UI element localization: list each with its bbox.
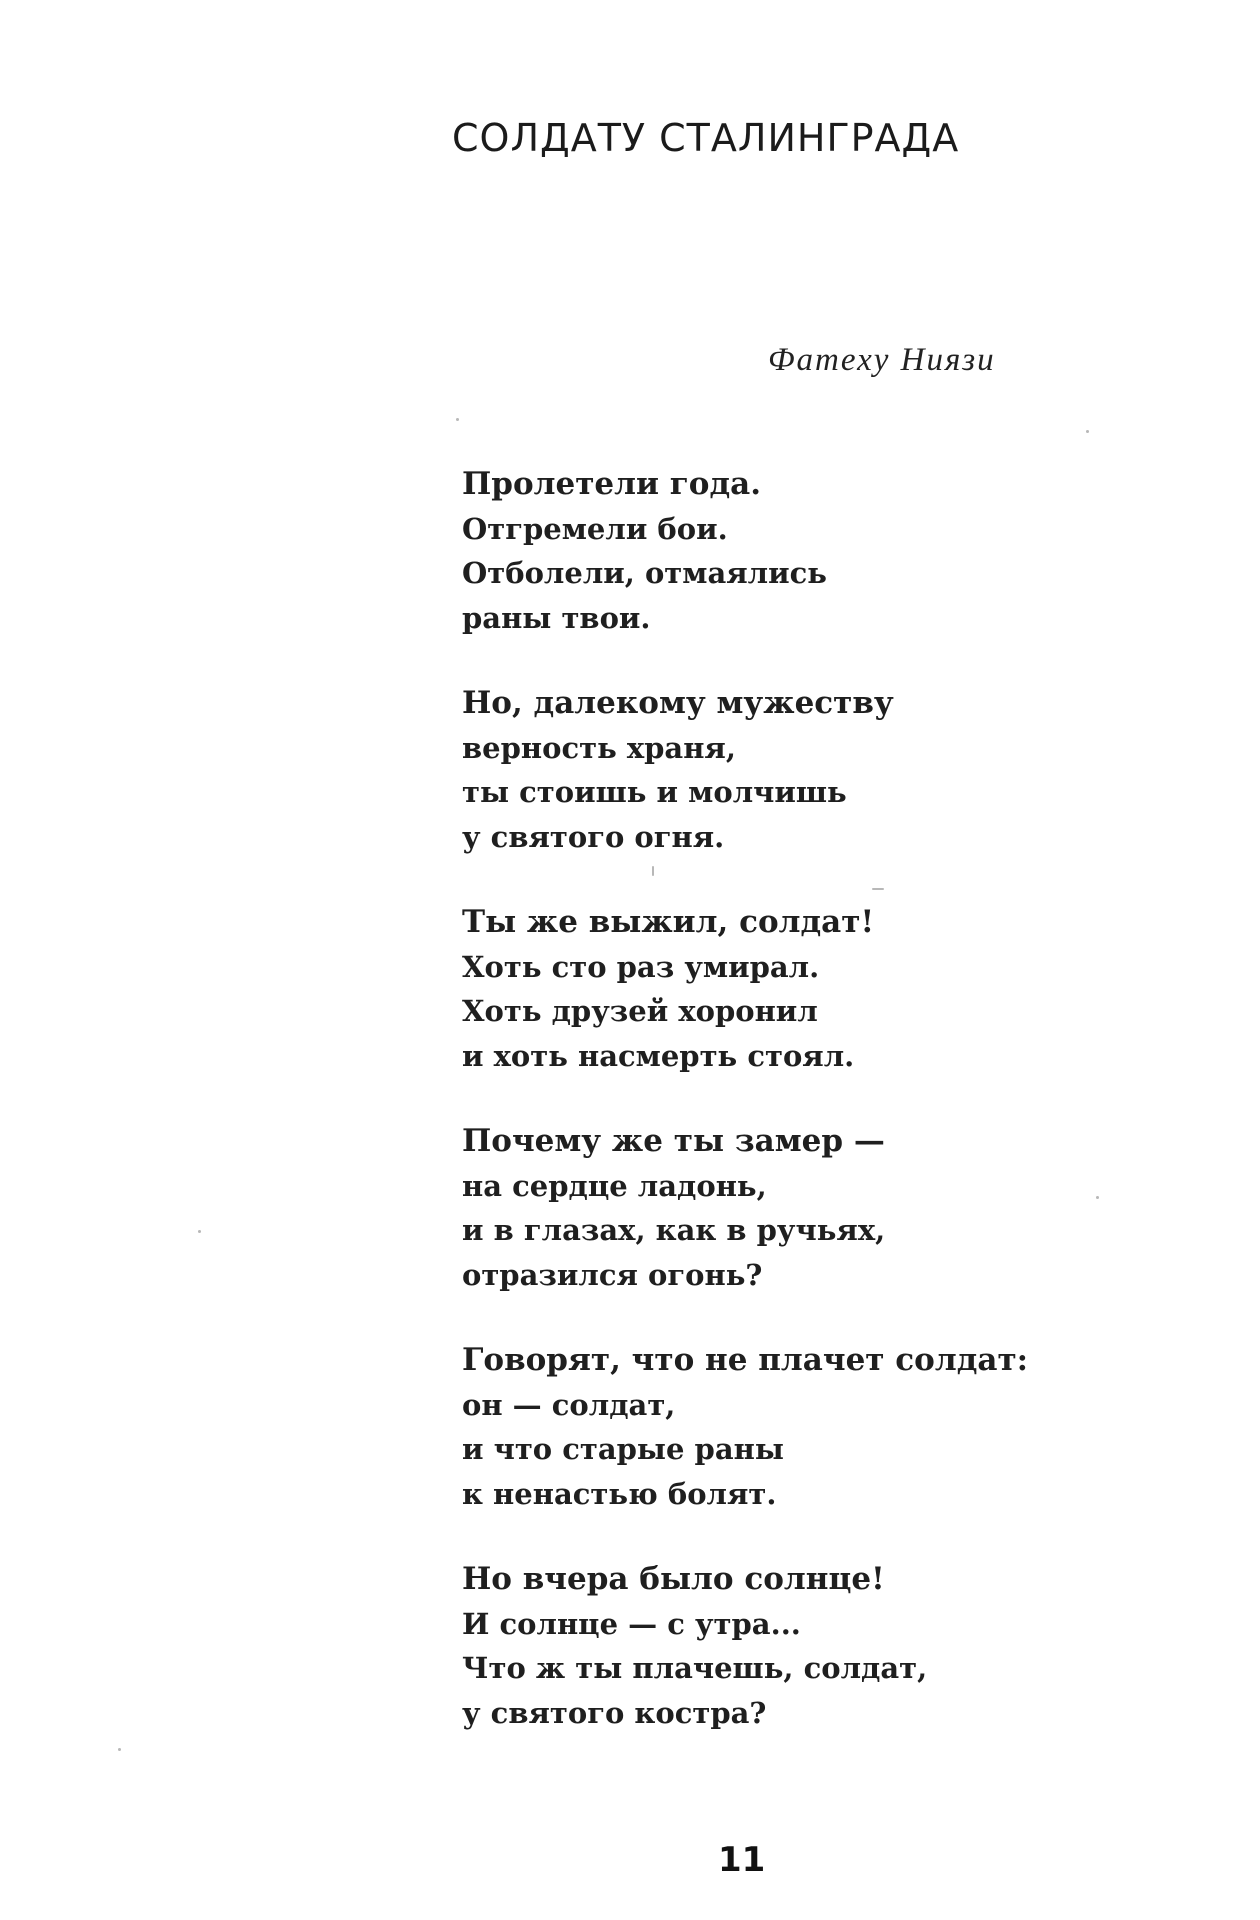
poem-line: к ненастью болят.: [462, 1476, 777, 1511]
scan-speck: [652, 866, 654, 876]
poem-line: и в глазах, как в ручьях,: [462, 1213, 886, 1247]
poem-line: Но, далекому мужеству: [462, 685, 894, 721]
poem-line: Но вчера было солнце!: [462, 1561, 885, 1597]
poem-line: у святого костра?: [462, 1695, 767, 1730]
scan-speck: [118, 1748, 121, 1751]
poem-line: Ты же выжил, солдат!: [462, 904, 875, 940]
poem-line: Почему же ты замер —: [462, 1123, 885, 1159]
poem-line: на сердце ладонь,: [462, 1168, 767, 1203]
scan-speck: [456, 418, 459, 421]
page-number: 11: [718, 1840, 766, 1880]
poem-line: отразился огонь?: [462, 1257, 763, 1292]
poem-line: раны твои.: [462, 600, 651, 635]
scan-speck: [1096, 1196, 1099, 1199]
stanza-1: [462, 462, 1062, 640]
poem-line: и хоть насмерть стоял.: [462, 1038, 855, 1073]
stanza-2: [462, 681, 1062, 859]
poem-line: Говорят, что не плачет солдат:: [462, 1342, 1029, 1378]
poem-line: Хоть друзей хоронил: [462, 994, 818, 1028]
poem-line: ты стоишь и молчишь: [462, 775, 847, 809]
poem-body: [462, 462, 1062, 1776]
dedication: Фатеху Ниязи: [768, 342, 996, 378]
stanza-6: [462, 1557, 1062, 1735]
scan-speck: [872, 888, 884, 890]
poem-line: И солнце — с утра...: [462, 1606, 801, 1641]
poem-line: Отгремели бои.: [462, 511, 728, 546]
poem-line: Что ж ты плачешь, солдат,: [462, 1651, 928, 1685]
poem-line: Хоть сто раз умирал.: [462, 949, 820, 984]
poem-line: верность храня,: [462, 730, 736, 765]
scan-speck: [198, 1230, 201, 1233]
stanza-4: [462, 1119, 1062, 1297]
poem-line: Отболели, отмаялись: [462, 556, 827, 590]
poem-line: у святого огня.: [462, 819, 725, 854]
stanza-5: [462, 1338, 1062, 1516]
scan-speck: [1086, 430, 1089, 433]
poem-title: СОЛДАТУ СТАЛИНГРАДА: [452, 116, 960, 160]
poem-line: Пролетели года.: [462, 466, 761, 502]
poem-line: он — солдат,: [462, 1387, 676, 1422]
stanza-3: [462, 900, 1062, 1078]
poem-line: и что старые раны: [462, 1432, 784, 1466]
